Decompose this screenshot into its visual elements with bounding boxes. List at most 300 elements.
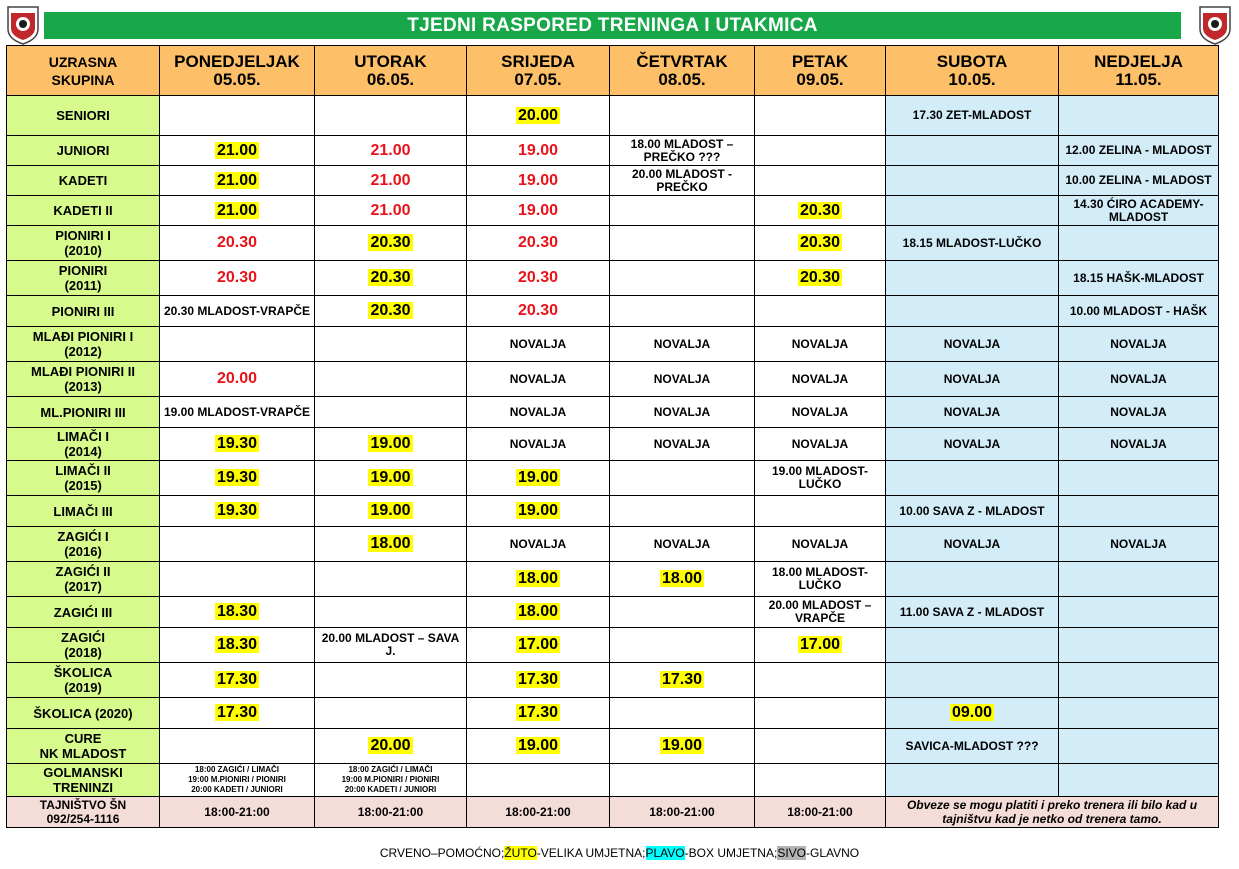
day-header xyxy=(886,46,1059,96)
group-name-line: (2018) xyxy=(64,645,102,660)
schedule-cell xyxy=(755,698,886,729)
time-highlight: 19.00 xyxy=(370,469,411,486)
schedule-cell xyxy=(160,196,315,226)
schedule-cell xyxy=(755,166,886,196)
time-highlight: 20.30 xyxy=(799,201,841,219)
schedule-cell xyxy=(755,96,886,136)
group-name-line: (2014) xyxy=(64,444,102,459)
schedule-cell xyxy=(886,764,1059,797)
schedule-cell xyxy=(160,562,315,597)
schedule-cell xyxy=(160,597,315,628)
group-name-cell xyxy=(7,296,160,327)
schedule-cell xyxy=(755,496,886,527)
legend-blue-meaning: -BOX UMJETNA; xyxy=(684,846,778,860)
schedule-cell xyxy=(755,562,886,597)
schedule-cell xyxy=(315,527,467,562)
schedule-cell xyxy=(315,428,467,461)
event-text: NOVALJA xyxy=(653,536,711,551)
schedule-cell xyxy=(315,496,467,527)
time-text: 20.30 xyxy=(216,234,258,251)
schedule-cell xyxy=(160,527,315,562)
schedule-cell xyxy=(755,196,886,226)
event-text: 18.00 MLADOST-LUČKO xyxy=(771,565,869,592)
day-date: 07.05. xyxy=(514,69,562,89)
group-column-header xyxy=(7,46,160,96)
schedule-cell xyxy=(1059,698,1219,729)
schedule-cell xyxy=(1059,597,1219,628)
schedule-cell xyxy=(1059,226,1219,261)
schedule-cell xyxy=(467,663,610,698)
schedule-cell xyxy=(315,597,467,628)
group-name-line: (2010) xyxy=(64,243,102,258)
schedule-row xyxy=(7,496,1219,527)
event-text: 10.00 SAVA Z - MLADOST xyxy=(899,503,1045,518)
schedule-cell xyxy=(315,764,467,797)
schedule-row xyxy=(7,136,1219,166)
time-text: 20.30 xyxy=(517,302,559,319)
schedule-cell xyxy=(886,397,1059,428)
group-name-line: PIONIRI xyxy=(58,263,108,278)
group-name-line: (2016) xyxy=(64,544,102,559)
schedule-cell xyxy=(467,764,610,797)
group-name-line: (2012) xyxy=(64,344,102,359)
schedule-cell xyxy=(1059,562,1219,597)
time-highlight: 20.30 xyxy=(799,234,841,251)
day-header xyxy=(467,46,610,96)
event-text: NOVALJA xyxy=(653,404,711,419)
day-header xyxy=(315,46,467,96)
schedule-cell xyxy=(467,96,610,136)
schedule-cell xyxy=(315,562,467,597)
schedule-row xyxy=(7,628,1219,663)
group-name-cell xyxy=(7,397,160,428)
office-contact-line: TAJNIŠTVO ŠN xyxy=(39,798,127,812)
time-highlight: 19.30 xyxy=(216,502,258,519)
time-highlight: 17.30 xyxy=(517,704,559,721)
group-name-cell xyxy=(7,663,160,698)
color-legend xyxy=(0,846,1239,860)
schedule-cell xyxy=(467,428,610,461)
schedule-cell xyxy=(755,628,886,663)
time-highlight: 19.30 xyxy=(216,469,258,486)
schedule-row xyxy=(7,663,1219,698)
group-name-cell xyxy=(7,196,160,226)
time-highlight: 18.00 xyxy=(517,570,559,587)
schedule-cell xyxy=(160,628,315,663)
schedule-cell xyxy=(610,663,755,698)
group-name-cell xyxy=(7,96,160,136)
event-text: NOVALJA xyxy=(791,404,849,419)
schedule-cell xyxy=(1059,166,1219,196)
schedule-cell xyxy=(755,362,886,397)
event-text: NOVALJA xyxy=(509,536,567,551)
schedule-cell xyxy=(610,362,755,397)
schedule-cell xyxy=(160,136,315,166)
schedule-cell xyxy=(1059,296,1219,327)
time-highlight: 19.00 xyxy=(661,737,703,754)
time-highlight: 18.30 xyxy=(216,636,258,653)
event-text: 19.00 MLADOST-LUČKO xyxy=(771,464,869,491)
group-header-line-2: SKUPINA xyxy=(51,71,115,88)
legend-dash: – xyxy=(430,846,438,860)
schedule-cell xyxy=(160,461,315,496)
legend-yellow-meaning: -VELIKA UMJETNA; xyxy=(536,846,646,860)
schedule-cell xyxy=(315,196,467,226)
time-highlight: 19.00 xyxy=(517,737,559,754)
day-date: 09.05. xyxy=(796,69,844,89)
schedule-cell xyxy=(1059,461,1219,496)
schedule-cell xyxy=(315,663,467,698)
time-highlight: 19.00 xyxy=(370,502,411,519)
schedule-cell xyxy=(610,496,755,527)
day-name: PETAK xyxy=(791,51,849,71)
group-name-line: MLAĐI PIONIRI I xyxy=(32,329,134,344)
event-text: 17.30 ZET-MLADOST xyxy=(912,108,1032,122)
schedule-row xyxy=(7,397,1219,428)
schedule-cell xyxy=(886,296,1059,327)
group-name-line: (2013) xyxy=(64,379,102,394)
event-text: NOVALJA xyxy=(509,371,567,386)
time-highlight: 20.30 xyxy=(370,302,411,319)
goalkeeper-line: 19:00 M.PIONIRI / PIONIRI xyxy=(341,775,440,784)
schedule-table xyxy=(6,45,1219,828)
group-name-line: KADETI xyxy=(58,173,108,188)
schedule-cell xyxy=(886,327,1059,362)
group-name-line: CURE xyxy=(64,731,102,746)
schedule-cell xyxy=(467,397,610,428)
schedule-row xyxy=(7,296,1219,327)
time-highlight: 20.00 xyxy=(517,106,559,124)
event-text: NOVALJA xyxy=(509,404,567,419)
time-highlight: 19.00 xyxy=(517,502,559,519)
time-highlight: 17.30 xyxy=(661,671,703,688)
schedule-cell xyxy=(610,296,755,327)
schedule-cell xyxy=(315,698,467,729)
schedule-cell xyxy=(755,729,886,764)
schedule-cell xyxy=(467,196,610,226)
legend-red: CRVENO xyxy=(379,846,431,860)
schedule-cell xyxy=(610,397,755,428)
time-text: 21.00 xyxy=(370,141,411,159)
time-highlight: 18.00 xyxy=(661,570,703,587)
schedule-cell xyxy=(467,496,610,527)
schedule-row xyxy=(7,527,1219,562)
event-text: 18.15 HAŠK-MLADOST xyxy=(1073,270,1204,285)
schedule-cell xyxy=(755,136,886,166)
group-name-cell xyxy=(7,226,160,261)
schedule-cell xyxy=(755,261,886,296)
office-hours-cell: 18:00-21:00 xyxy=(160,797,315,828)
group-name-line: SENIORI xyxy=(56,108,110,123)
event-text: NOVALJA xyxy=(1110,404,1167,419)
event-text: 10.00 MLADOST - HAŠK xyxy=(1069,303,1208,318)
schedule-cell xyxy=(610,136,755,166)
event-text: 10.00 ZELINA - MLADOST xyxy=(1065,173,1212,187)
group-name-line: PIONIRI I xyxy=(55,228,111,243)
time-highlight: 21.00 xyxy=(216,201,258,219)
schedule-cell xyxy=(1059,663,1219,698)
day-name: PONEDJELJAK xyxy=(174,51,300,71)
day-header xyxy=(755,46,886,96)
day-date: 08.05. xyxy=(658,69,706,89)
group-name-cell xyxy=(7,628,160,663)
event-text: NOVALJA xyxy=(943,336,1001,351)
schedule-cell xyxy=(886,166,1059,196)
group-name-cell xyxy=(7,362,160,397)
group-name-cell xyxy=(7,764,160,797)
event-text: NOVALJA xyxy=(653,436,711,451)
schedule-cell xyxy=(886,428,1059,461)
day-date: 10.05. xyxy=(948,69,996,89)
event-text: NOVALJA xyxy=(1110,371,1167,386)
legend-grey: SIVO xyxy=(777,846,806,860)
club-crest-left xyxy=(6,5,40,45)
group-name-cell xyxy=(7,428,160,461)
office-note: Obveze se mogu platiti i preko trenera ili bilo kad u tajništvu kad je netko od trenera tamo. xyxy=(886,797,1219,828)
time-highlight: 19.30 xyxy=(216,435,258,452)
schedule-cell xyxy=(1059,428,1219,461)
schedule-cell xyxy=(1059,764,1219,797)
group-name-line: ŠKOLICA xyxy=(53,665,113,680)
group-name-line: LIMAČI II xyxy=(55,463,111,478)
group-name-cell xyxy=(7,562,160,597)
schedule-cell xyxy=(467,729,610,764)
time-highlight: 17.30 xyxy=(517,671,559,688)
schedule-cell xyxy=(610,729,755,764)
time-highlight: 20.30 xyxy=(799,269,841,286)
schedule-cell xyxy=(315,96,467,136)
schedule-cell xyxy=(755,527,886,562)
goalkeeper-line: 18:00 ZAGIĆI / LIMAČI xyxy=(348,765,433,774)
day-date: 06.05. xyxy=(366,69,415,89)
time-text: 20.30 xyxy=(517,234,559,251)
group-name-line: (2019) xyxy=(64,680,102,695)
schedule-cell xyxy=(467,628,610,663)
group-name-line: ŠKOLICA (2020) xyxy=(33,705,133,721)
event-text: 14.30 ĆIRO ACADEMY-MLADOST xyxy=(1073,196,1204,224)
schedule-cell xyxy=(886,226,1059,261)
group-name-line: LIMAČI I xyxy=(57,429,109,444)
schedule-cell xyxy=(1059,397,1219,428)
schedule-body xyxy=(7,96,1219,828)
schedule-cell xyxy=(1059,196,1219,226)
group-name-line: JUNIORI xyxy=(56,143,110,158)
schedule-cell xyxy=(160,261,315,296)
schedule-cell xyxy=(610,527,755,562)
schedule-row xyxy=(7,261,1219,296)
office-contact-line: 092/254-1116 xyxy=(46,812,120,826)
group-name-cell xyxy=(7,166,160,196)
schedule-cell xyxy=(467,527,610,562)
group-name-cell xyxy=(7,136,160,166)
time-highlight: 17.30 xyxy=(216,671,258,688)
schedule-cell xyxy=(610,196,755,226)
time-highlight: 17.00 xyxy=(517,636,559,653)
schedule-row xyxy=(7,461,1219,496)
time-highlight: 21.00 xyxy=(216,171,258,189)
day-name: UTORAK xyxy=(354,51,427,71)
schedule-cell xyxy=(1059,729,1219,764)
goalkeeper-line: 20:00 KADETI / JUNIORI xyxy=(344,785,437,794)
schedule-cell xyxy=(755,226,886,261)
event-text: NOVALJA xyxy=(791,336,849,351)
event-text: NOVALJA xyxy=(791,371,849,386)
schedule-cell xyxy=(1059,362,1219,397)
schedule-cell xyxy=(467,327,610,362)
time-highlight: 19.00 xyxy=(370,435,411,452)
schedule-cell xyxy=(610,226,755,261)
group-name-line: TRENINZI xyxy=(53,780,113,795)
schedule-cell xyxy=(886,729,1059,764)
group-name-line: (2011) xyxy=(64,278,102,293)
schedule-cell xyxy=(160,226,315,261)
schedule-row xyxy=(7,327,1219,362)
schedule-cell xyxy=(315,628,467,663)
schedule-cell xyxy=(1059,261,1219,296)
schedule-cell xyxy=(467,226,610,261)
schedule-row xyxy=(7,362,1219,397)
schedule-cell xyxy=(467,296,610,327)
time-text: 20.30 xyxy=(517,269,559,286)
schedule-row xyxy=(7,698,1219,729)
schedule-cell xyxy=(160,698,315,729)
group-name-line: KADETI II xyxy=(53,203,113,218)
event-text: NOVALJA xyxy=(509,436,567,451)
event-text: NOVALJA xyxy=(943,404,1001,419)
schedule-cell xyxy=(315,397,467,428)
schedule-cell xyxy=(886,96,1059,136)
group-name-cell xyxy=(7,461,160,496)
event-text: 12.00 ZELINA - MLADOST xyxy=(1065,143,1212,157)
schedule-cell xyxy=(886,663,1059,698)
schedule-cell xyxy=(755,397,886,428)
office-hours-cell: 18:00-21:00 xyxy=(467,797,610,828)
schedule-cell xyxy=(886,597,1059,628)
schedule-cell xyxy=(755,764,886,797)
event-text: 20.00 MLADOST – VRAPČE xyxy=(768,598,872,625)
schedule-row xyxy=(7,166,1219,196)
event-text: NOVALJA xyxy=(791,436,849,451)
schedule-cell xyxy=(160,496,315,527)
office-hours-cell: 18:00-21:00 xyxy=(315,797,467,828)
schedule-cell xyxy=(467,362,610,397)
schedule-cell xyxy=(755,461,886,496)
schedule-cell xyxy=(160,327,315,362)
day-header xyxy=(610,46,755,96)
schedule-cell xyxy=(755,327,886,362)
schedule-cell xyxy=(467,461,610,496)
event-text: NOVALJA xyxy=(509,336,567,351)
group-name-cell xyxy=(7,729,160,764)
group-name-cell xyxy=(7,327,160,362)
schedule-cell xyxy=(610,628,755,663)
schedule-row xyxy=(7,597,1219,628)
schedule-cell xyxy=(1059,527,1219,562)
schedule-cell xyxy=(160,764,315,797)
schedule-cell xyxy=(1059,327,1219,362)
day-date: 11.05. xyxy=(1115,69,1162,89)
office-contact-cell xyxy=(7,797,160,828)
schedule-row xyxy=(7,729,1219,764)
schedule-cell xyxy=(1059,496,1219,527)
schedule-cell xyxy=(886,562,1059,597)
group-name-line: ZAGIĆI xyxy=(60,630,106,645)
schedule-cell xyxy=(315,461,467,496)
schedule-row xyxy=(7,196,1219,226)
group-name-cell xyxy=(7,597,160,628)
time-highlight: 18.00 xyxy=(517,603,559,620)
goalkeeper-line: 18:00 ZAGIĆI / LIMAČI xyxy=(194,765,279,774)
schedule-cell xyxy=(610,562,755,597)
event-text: NOVALJA xyxy=(943,536,1001,551)
schedule-row xyxy=(7,428,1219,461)
schedule-cell xyxy=(886,136,1059,166)
legend-yellow: ŽUTO xyxy=(504,846,537,860)
schedule-cell xyxy=(160,663,315,698)
schedule-cell xyxy=(315,296,467,327)
time-text: 19.00 xyxy=(517,141,559,159)
schedule-cell xyxy=(886,461,1059,496)
schedule-cell xyxy=(467,261,610,296)
event-text: NOVALJA xyxy=(653,336,711,351)
schedule-cell xyxy=(610,764,755,797)
time-highlight: 18.30 xyxy=(216,603,258,620)
group-name-line: LIMAČI III xyxy=(53,503,113,519)
schedule-cell xyxy=(160,729,315,764)
goalkeeper-line: 19:00 M.PIONIRI / PIONIRI xyxy=(188,775,286,784)
event-text: SAVICA-MLADOST ??? xyxy=(905,738,1039,753)
group-name-line: PIONIRI III xyxy=(51,303,115,319)
schedule-cell xyxy=(610,327,755,362)
time-highlight: 18.00 xyxy=(370,535,411,552)
event-text: 19.00 MLADOST-VRAPČE xyxy=(163,404,311,419)
event-text: 11.00 SAVA Z - MLADOST xyxy=(899,604,1045,619)
schedule-title: TJEDNI RASPORED TRENINGA I UTAKMICA xyxy=(44,12,1181,39)
time-highlight: 21.00 xyxy=(216,141,258,159)
event-text: 18.00 MLADOST – PREČKO ??? xyxy=(630,136,734,164)
group-name-cell xyxy=(7,261,160,296)
event-text: NOVALJA xyxy=(1110,536,1167,551)
group-header-line-1: UZRASNA xyxy=(48,53,118,70)
schedule-cell xyxy=(610,597,755,628)
schedule-cell xyxy=(160,166,315,196)
schedule-cell xyxy=(886,527,1059,562)
schedule-cell xyxy=(755,428,886,461)
schedule-cell xyxy=(467,562,610,597)
time-highlight: 09.00 xyxy=(951,704,993,721)
group-name-cell xyxy=(7,698,160,729)
header-row xyxy=(7,46,1219,96)
schedule-row xyxy=(7,562,1219,597)
schedule-cell xyxy=(160,96,315,136)
time-highlight: 17.30 xyxy=(216,704,258,721)
schedule-cell xyxy=(610,261,755,296)
time-highlight: 20.30 xyxy=(370,269,411,286)
schedule-cell xyxy=(467,597,610,628)
club-crest-right xyxy=(1198,5,1232,45)
time-text: 19.00 xyxy=(517,201,559,219)
time-text: 20.00 xyxy=(216,370,258,387)
group-name-line: MLAĐI PIONIRI II xyxy=(31,364,135,379)
event-text: NOVALJA xyxy=(943,436,1001,451)
schedule-cell xyxy=(160,428,315,461)
schedule-cell xyxy=(610,461,755,496)
goalkeeper-line: 20:00 KADETI / JUNIORI xyxy=(191,785,283,794)
event-text: 20.00 MLADOST - PREČKO xyxy=(631,166,733,194)
schedule-cell xyxy=(610,166,755,196)
schedule-cell xyxy=(610,96,755,136)
day-name: SUBOTA xyxy=(936,51,1008,71)
